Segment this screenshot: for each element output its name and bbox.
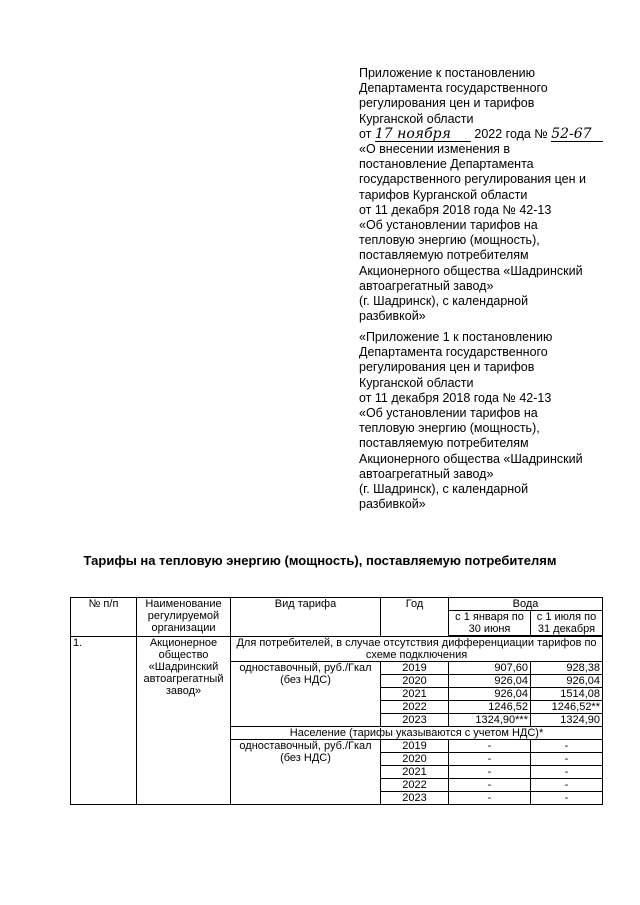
value-cell: -	[449, 753, 531, 766]
group1-label: Для потребителей, в случае отсутствия дифференциации тарифов по схеме подключения	[231, 637, 603, 662]
value-cell: 1246,52**	[531, 701, 603, 714]
value-cell: 1324,90	[531, 714, 603, 727]
value-cell: -	[531, 740, 603, 753]
appendix-line: от 11 декабря 2018 года № 42-13	[359, 202, 552, 217]
year-cell: 2021	[381, 766, 449, 779]
value-cell: -	[531, 753, 603, 766]
appendix-line: тепловую энергию (мощность),	[359, 233, 540, 248]
year-cell: 2020	[381, 675, 449, 688]
appendix-line: регулирования цен и тарифов	[359, 96, 535, 111]
value-cell: -	[449, 792, 531, 805]
value-cell: -	[449, 766, 531, 779]
appendix1-line: Курганской области	[359, 375, 474, 390]
handwritten-number: 52-67	[551, 128, 603, 142]
appendix1-line: Акционерного общества «Шадринский	[359, 451, 583, 466]
appendix1-line: Департамента государственного	[359, 345, 548, 360]
appendix1-line: «Об установлении тарифов на	[359, 406, 538, 421]
year-cell: 2021	[381, 688, 449, 701]
appendix-line: поставляемую потребителям	[359, 248, 529, 263]
table-row	[71, 637, 603, 662]
handwritten-date: 17 ноября	[375, 128, 471, 142]
year-text: 2022 года №	[474, 126, 548, 141]
row-number: 1.	[71, 637, 137, 805]
header-year: Год	[381, 598, 449, 637]
value-cell: 907,60	[449, 662, 531, 675]
year-cell: 2022	[381, 779, 449, 792]
date-prefix: от	[359, 126, 372, 141]
appendix1-line: разбивкой»	[359, 497, 426, 512]
appendix-line: (г. Шадринск), с календарной	[359, 294, 529, 309]
header-tariff-type: Вид тарифа	[231, 598, 381, 637]
appendix-line: постановление Департамента	[359, 157, 534, 172]
appendix1-line: тепловую энергию (мощность),	[359, 421, 540, 436]
value-cell: 926,04	[531, 675, 603, 688]
year-cell: 2023	[381, 792, 449, 805]
tariff-table	[70, 597, 603, 805]
value-cell: 926,04	[449, 688, 531, 701]
appendix-line: Приложение к постановлению	[359, 66, 535, 80]
appendix-line: автоагрегатный завод»	[359, 278, 494, 293]
appendix-line: «Об установлении тарифов на	[359, 218, 538, 233]
org-name: Акционерное общество «Шадринский автоагрегатный завод»	[137, 637, 231, 805]
appendix-line: Акционерного общества «Шадринский	[359, 263, 583, 278]
appendix-line: разбивкой»	[359, 309, 426, 324]
appendix1-line: от 11 декабря 2018 года № 42-13	[359, 390, 552, 405]
appendix-line: «О внесении изменения в	[359, 142, 511, 157]
appendix-line: государственного регулирования цен и	[359, 172, 586, 187]
appendix-block	[359, 66, 629, 324]
appendix-line: Курганской области	[359, 111, 474, 126]
appendix-date-line	[359, 127, 629, 142]
value-cell: 1324,90***	[449, 714, 531, 727]
header-org: Наименование регулируемой организации	[137, 598, 231, 637]
year-cell: 2019	[381, 662, 449, 675]
value-cell: 928,38	[531, 662, 603, 675]
year-cell: 2020	[381, 753, 449, 766]
value-cell: 1246,52	[449, 701, 531, 714]
year-cell: 2023	[381, 714, 449, 727]
header-half2: с 1 июля по 31 декабря	[531, 611, 603, 636]
appendix1-line: «Приложение 1 к постановлению	[359, 330, 553, 344]
appendix1-line: (г. Шадринск), с календарной	[359, 482, 529, 497]
group2-tariff-type: одноставочный, руб./Гкал (без НДС)	[231, 740, 381, 805]
document-title: Тарифы на тепловую энергию (мощность), поставляемую потребителям	[83, 553, 557, 568]
year-cell: 2019	[381, 740, 449, 753]
header-water: Вода	[449, 598, 603, 611]
value-cell: -	[531, 779, 603, 792]
appendix1-block	[359, 330, 629, 512]
value-cell: 1514,08	[531, 688, 603, 701]
value-cell: -	[531, 766, 603, 779]
appendix-line: Департамента государственного	[359, 81, 548, 96]
group2-label: Население (тарифы указываются с учетом НДС)*	[231, 727, 603, 740]
header-num: № п/п	[71, 598, 137, 637]
group1-tariff-type: одноставочный, руб./Гкал (без НДС)	[231, 662, 381, 727]
value-cell: -	[531, 792, 603, 805]
value-cell: -	[449, 779, 531, 792]
appendix-line: тарифов Курганской области	[359, 187, 528, 202]
table-header-row	[71, 598, 603, 611]
appendix1-line: поставляемую потребителям	[359, 436, 529, 451]
header-half1: с 1 января по 30 июня	[449, 611, 531, 636]
appendix1-line: регулирования цен и тарифов	[359, 360, 535, 375]
value-cell: -	[449, 740, 531, 753]
value-cell: 926,04	[449, 675, 531, 688]
year-cell: 2022	[381, 701, 449, 714]
appendix1-line: автоагрегатный завод»	[359, 466, 494, 481]
